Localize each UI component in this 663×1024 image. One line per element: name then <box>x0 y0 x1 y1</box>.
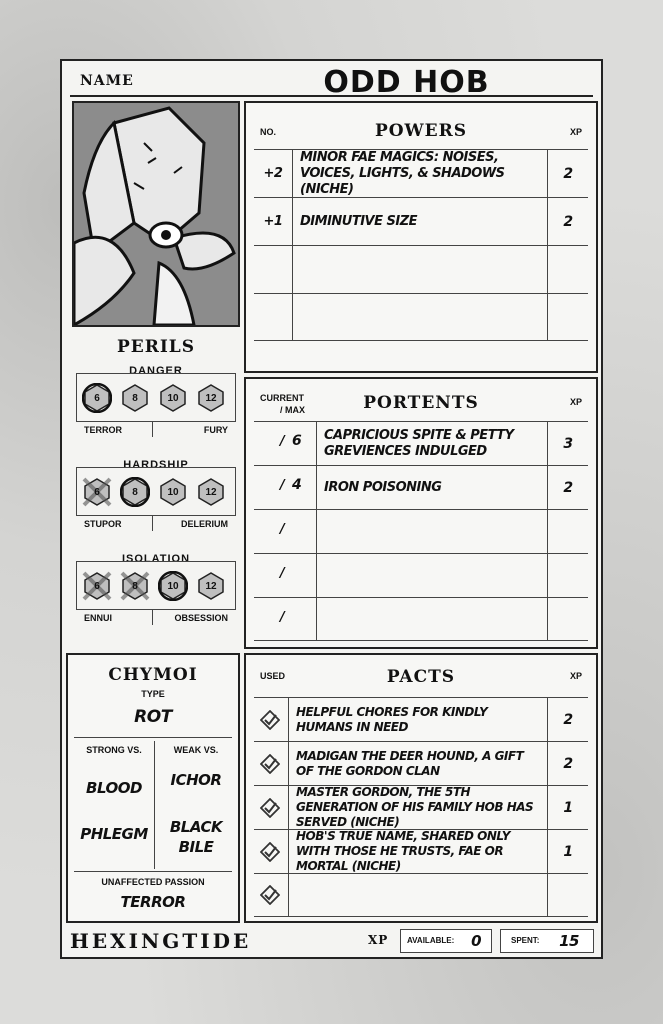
chymoi-type-value[interactable]: ROT <box>134 707 172 727</box>
portent-slash: / <box>280 566 285 581</box>
portent-text[interactable] <box>324 510 542 553</box>
d10-die[interactable] <box>158 571 188 601</box>
peril-sep <box>76 609 236 610</box>
peril-group-title: ISOLATION <box>121 553 191 565</box>
die-label: 10 <box>167 580 179 592</box>
d12-die[interactable] <box>196 571 226 601</box>
strong-label: STRONG VS. <box>86 745 142 755</box>
peril-group <box>72 551 240 641</box>
spent-value[interactable]: 15 <box>559 932 579 950</box>
portents-col-max: / MAX <box>280 405 306 415</box>
power-row <box>254 245 588 293</box>
unaffected-label: UNAFFECTED PASSION <box>101 877 205 887</box>
peril-left-label[interactable]: STUPOR <box>84 519 122 529</box>
portent-xp[interactable]: 3 <box>547 422 588 465</box>
unaffected-value[interactable]: TERROR <box>120 893 186 911</box>
d10-die[interactable] <box>158 477 188 507</box>
available-box <box>400 929 492 953</box>
pact-row <box>254 873 588 917</box>
character-sheet <box>60 59 603 959</box>
portent-current-max[interactable] <box>254 554 317 597</box>
portents-col-current: CURRENT <box>260 393 304 403</box>
portent-row <box>254 509 588 553</box>
peril-sep <box>76 421 236 422</box>
d12-die[interactable] <box>196 477 226 507</box>
pact-used-checkbox[interactable] <box>254 786 289 829</box>
portent-xp[interactable]: 2 <box>547 466 588 509</box>
peril-mid-divider <box>152 515 153 531</box>
die-label: 12 <box>205 580 217 592</box>
power-row <box>254 197 588 245</box>
pact-xp[interactable]: 2 <box>547 698 588 741</box>
peril-group <box>72 363 240 453</box>
powers-header: POWERS <box>374 121 468 141</box>
peril-sep <box>76 515 236 516</box>
pacts-panel <box>244 653 598 923</box>
chymoi-header: CHYMOI <box>108 665 198 685</box>
portent-max[interactable]: 4 <box>292 477 302 493</box>
pact-used-checkbox[interactable] <box>254 830 289 873</box>
spent-label: SPENT: <box>511 936 540 945</box>
power-xp[interactable] <box>547 294 588 340</box>
portent-max[interactable]: 6 <box>292 433 302 449</box>
portent-slash: / <box>280 478 285 493</box>
portents-panel <box>244 377 598 649</box>
pact-used-checkbox[interactable] <box>254 698 289 741</box>
portent-row <box>254 553 588 597</box>
die-label: 6 <box>94 580 100 592</box>
portent-xp[interactable] <box>547 510 588 553</box>
peril-right-label[interactable]: OBSESSION <box>174 613 228 623</box>
power-xp[interactable]: 2 <box>547 150 588 197</box>
power-xp[interactable] <box>547 246 588 293</box>
portents-col-xp: XP <box>569 397 582 407</box>
d8-die[interactable] <box>120 383 150 413</box>
peril-mid-divider <box>152 609 153 625</box>
peril-left-label[interactable]: ENNUI <box>84 613 113 623</box>
peril-mid-divider <box>152 421 153 437</box>
name-label: NAME <box>80 73 134 89</box>
pacts-header: PACTS <box>386 667 456 687</box>
die-label: 8 <box>132 392 138 404</box>
chymoi-type-label: TYPE <box>141 689 165 699</box>
pact-text[interactable] <box>296 874 542 916</box>
available-label: AVAILABLE: <box>407 936 455 945</box>
die-label: 10 <box>167 486 179 498</box>
chymoi-panel <box>66 653 240 923</box>
power-no[interactable] <box>254 294 293 340</box>
chymoi-divider <box>74 737 232 738</box>
footer <box>66 927 597 955</box>
powers-col-no: NO. <box>260 127 277 137</box>
peril-right-label[interactable]: DELERIUM <box>181 519 228 529</box>
character-name[interactable]: ODD HOB <box>323 65 490 100</box>
die-label: 12 <box>205 486 217 498</box>
strong-item-2[interactable]: PHLEGM <box>80 825 148 843</box>
pact-text[interactable]: MASTER GORDON, THE 5TH GENERATION OF HIS FAMILY HOB HAS SERVED (NICHE) <box>296 785 534 829</box>
check-diamond-icon <box>260 754 280 774</box>
portent-row <box>254 597 588 641</box>
d6-die[interactable] <box>82 383 112 413</box>
portent-current-max[interactable] <box>254 466 317 509</box>
pact-row <box>254 785 588 829</box>
pact-row <box>254 741 588 785</box>
peril-group-title: DANGER <box>129 365 183 377</box>
portent-slash: / <box>280 434 285 449</box>
power-no[interactable]: +1 <box>254 198 293 245</box>
check-diamond-icon <box>260 798 280 818</box>
pacts-col-xp: XP <box>569 671 582 681</box>
portent-text[interactable] <box>324 598 542 640</box>
pact-text[interactable]: HELPFUL CHORES FOR KINDLY HUMANS IN NEED <box>296 704 488 734</box>
check-diamond-icon <box>260 885 280 905</box>
d12-die[interactable] <box>196 383 226 413</box>
chymoi-center-divider <box>154 741 155 869</box>
pact-text[interactable]: MADIGAN THE DEER HOUND, A GIFT OF THE GORDON CLAN <box>296 748 524 778</box>
die-label: 10 <box>167 392 179 404</box>
check-diamond-icon <box>260 842 280 862</box>
powers-col-xp: XP <box>569 127 582 137</box>
portent-text[interactable]: CAPRICIOUS SPITE & PETTY GREVIENCES INDULGED <box>324 427 514 459</box>
power-no[interactable]: +2 <box>254 150 293 197</box>
peril-left-label[interactable]: TERROR <box>84 425 122 435</box>
d10-die[interactable] <box>158 383 188 413</box>
die-label: 12 <box>205 392 217 404</box>
peril-right-label[interactable]: FURY <box>203 425 228 435</box>
portent-xp[interactable] <box>547 598 588 640</box>
portent-row <box>254 421 588 465</box>
portent-current-max[interactable] <box>254 422 317 465</box>
die-label: 8 <box>132 486 138 498</box>
portent-current-max[interactable] <box>254 510 317 553</box>
strong-item-1[interactable]: BLOOD <box>86 779 142 797</box>
available-value[interactable]: 0 <box>471 932 481 950</box>
pact-xp[interactable] <box>547 874 588 916</box>
power-text[interactable] <box>300 246 542 293</box>
weak-label: WEAK VS. <box>173 745 219 755</box>
perils-header: PERILS <box>116 337 196 357</box>
portent-row <box>254 465 588 509</box>
chymoi-divider-2 <box>74 871 232 872</box>
weak-item-2[interactable]: BLACK BILE <box>169 818 223 856</box>
power-text[interactable] <box>300 294 542 340</box>
name-bar <box>70 65 593 100</box>
power-text[interactable]: DIMINUTIVE SIZE <box>300 213 418 229</box>
pact-xp[interactable]: 1 <box>547 786 588 829</box>
hob-portrait-icon <box>74 103 238 325</box>
spent-box <box>500 929 594 953</box>
pact-row <box>254 697 588 741</box>
portrait <box>72 101 240 327</box>
weak-item-1[interactable]: ICHOR <box>170 771 222 789</box>
pact-text[interactable]: HOB'S TRUE NAME, SHARED ONLY WITH THOSE HE TRUSTS, FAE OR MORTAL (NICHE) <box>296 829 510 873</box>
peril-group <box>72 457 240 547</box>
power-xp[interactable]: 2 <box>547 198 588 245</box>
pact-row <box>254 829 588 873</box>
check-diamond-icon <box>260 710 280 730</box>
die-label: 6 <box>94 486 100 498</box>
die-label: 6 <box>94 392 100 404</box>
portent-slash: / <box>280 610 285 625</box>
pact-used-checkbox[interactable] <box>254 874 289 916</box>
power-text[interactable]: MINOR FAE MAGICS: NOISES, VOICES, LIGHTS, & SHADOWS (NICHE) <box>300 149 505 197</box>
footer-xp-label: XP <box>368 933 389 947</box>
die-label: 8 <box>132 580 138 592</box>
portent-text[interactable] <box>324 554 542 597</box>
perils-panel <box>72 331 240 649</box>
hexingtide-logo: HEXINGTIDE <box>70 929 252 953</box>
portent-slash: / <box>280 522 285 537</box>
portent-text[interactable]: IRON POISONING <box>324 479 442 495</box>
pact-xp[interactable]: 1 <box>547 830 588 873</box>
d6-die[interactable] <box>82 571 112 601</box>
pacts-col-used: USED <box>260 671 286 681</box>
power-no[interactable] <box>254 246 293 293</box>
d8-die[interactable] <box>120 571 150 601</box>
peril-group-title: HARDSHIP <box>123 459 189 471</box>
power-row <box>254 149 588 197</box>
powers-panel <box>244 101 598 373</box>
portent-current-max[interactable] <box>254 598 317 640</box>
d6-die[interactable] <box>82 477 112 507</box>
d8-die[interactable] <box>120 477 150 507</box>
pact-xp[interactable]: 2 <box>547 742 588 785</box>
portent-xp[interactable] <box>547 554 588 597</box>
portents-header: PORTENTS <box>363 393 479 413</box>
power-row <box>254 293 588 341</box>
pact-used-checkbox[interactable] <box>254 742 289 785</box>
